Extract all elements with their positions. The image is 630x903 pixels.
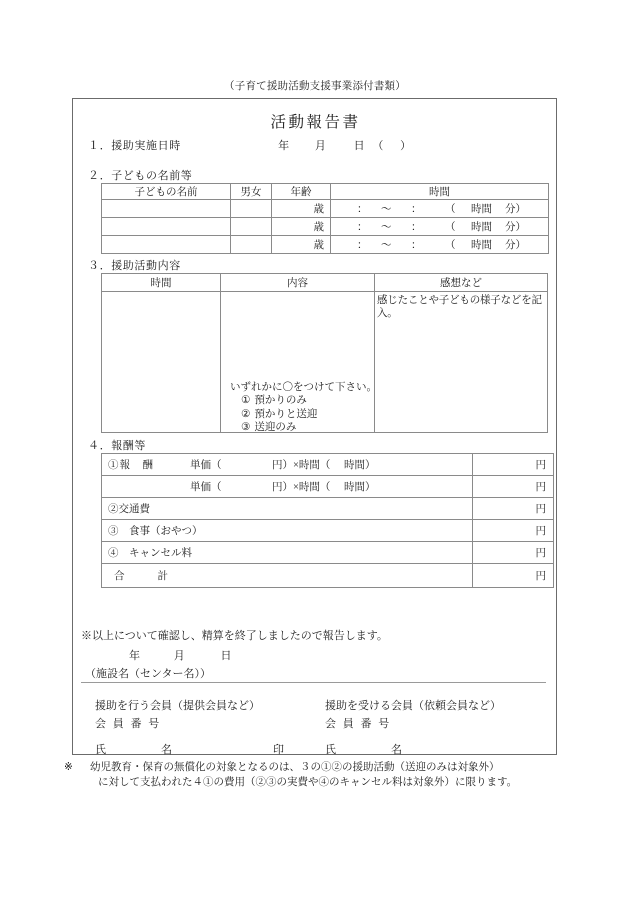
choice-option-1[interactable] (241, 394, 317, 408)
confirmation-year-label: 年 (129, 650, 140, 662)
weekday-paren-close: ） (400, 140, 412, 152)
time-range-fields (331, 237, 548, 252)
child-name-cell[interactable] (102, 236, 231, 254)
section-2-heading: ２．子どもの名前等 (88, 170, 193, 182)
provider-name-label[interactable]: 氏 名 (95, 744, 183, 756)
facility-name-label[interactable]: （施設名（センター名）） (85, 668, 212, 680)
fee-reward-row-2[interactable] (102, 476, 473, 498)
seal-stamp-label[interactable]: 印 (273, 744, 284, 756)
child-age-cell[interactable]: 歳 (272, 200, 331, 218)
duration-hour-label: 時間 (471, 222, 492, 233)
form-inner (73, 99, 558, 756)
activity-content-cell[interactable] (221, 292, 375, 433)
choice-number-1: ① (241, 395, 251, 406)
footnote-line-1: 幼児教育・保育の無償化の対象となるのは、３の①②の援助活動（送迎のみは対象外） (90, 762, 500, 773)
time-tilde: 〜 (381, 222, 392, 233)
choice-option-2[interactable] (241, 408, 317, 422)
activity-impression-cell[interactable] (375, 292, 548, 433)
child-sex-cell[interactable] (231, 200, 272, 218)
duration-minute-label: 分） (505, 204, 526, 215)
footnote-line-2: に対して支払われた４①の費用（②③の実費や④のキャンセル料は対象外）に限ります。 (98, 777, 518, 788)
footnote-mark: ※ (64, 762, 73, 773)
choice-option-3[interactable] (241, 421, 317, 435)
fee-amount-cell-5[interactable]: 円 (473, 542, 554, 564)
time-tilde: 〜 (381, 240, 392, 251)
fee-yen-times-2: 円）×時間（ (272, 482, 331, 493)
impression-hint: 感じたことや子どもの様子などを記入。 (377, 295, 542, 320)
fee-total-row (102, 564, 554, 588)
fee-table (101, 453, 554, 588)
fee-unit-price-open-1: 単価（ (190, 460, 222, 471)
fee-cancel-row[interactable] (102, 542, 473, 564)
fee-reward-row-1[interactable] (102, 454, 473, 476)
duration-paren-open: （ (445, 240, 456, 251)
choice-label-1: 預かりのみ (254, 395, 307, 406)
duration-hour-label: 時間 (471, 240, 492, 251)
fee-amount-cell-3[interactable]: 円 (473, 498, 554, 520)
requester-role-label: 援助を受ける会員（依頼会員など） (325, 700, 501, 712)
provider-member-no-label[interactable]: 会 員 番 号 (95, 718, 162, 730)
table-row (102, 218, 549, 236)
children-table (101, 183, 549, 254)
fee-amount-cell-2[interactable]: 円 (473, 476, 554, 498)
time-range-fields (331, 219, 548, 234)
child-name-cell[interactable] (102, 218, 231, 236)
activity-time-cell[interactable] (102, 292, 221, 433)
time-start-colon: ： (357, 204, 368, 215)
duration-paren-open: （ (445, 222, 456, 233)
fee-meal-label: ③ 食事（おやつ） (108, 526, 203, 537)
fee-unit-price-open-2: 単価（ (190, 482, 222, 493)
fee-transport-row[interactable] (102, 498, 473, 520)
table-row (102, 542, 554, 564)
fee-total-amount-cell[interactable]: 円 (473, 564, 554, 588)
duration-hour-label: 時間 (471, 204, 492, 215)
confirmation-date-fields (129, 647, 232, 663)
column-header-activity-impression: 感想など (375, 274, 548, 292)
confirmation-month-label: 月 (173, 650, 185, 662)
fee-amount-cell-1[interactable]: 円 (473, 454, 554, 476)
child-sex-cell[interactable] (231, 236, 272, 254)
table-row (102, 476, 554, 498)
fee-cancel-label: ④ キャンセル料 (108, 548, 192, 559)
child-sex-cell[interactable] (231, 218, 272, 236)
fee-total-label: 合 計 (114, 571, 172, 582)
time-tilde: 〜 (381, 204, 392, 215)
document-caption: （子育て援助活動支援事業添付書類） (224, 81, 406, 92)
implementation-date-fields (278, 137, 411, 153)
time-start-colon: ： (357, 240, 368, 251)
year-label: 年 (278, 140, 290, 152)
footnote (64, 760, 584, 790)
column-header-age: 年齢 (272, 184, 331, 200)
time-start-colon: ： (357, 222, 368, 233)
time-end-colon: ： (411, 222, 422, 233)
choice-label-2: 預かりと送迎 (254, 408, 318, 420)
section-1-label: １．援助実施日時 (88, 140, 181, 152)
table-row (102, 454, 554, 476)
form-frame (72, 98, 557, 755)
fee-reward-fields-1 (102, 457, 472, 472)
column-header-activity-time: 時間 (102, 274, 221, 292)
duration-minute-label: 分） (505, 222, 526, 233)
confirmation-day-label: 日 (220, 650, 232, 662)
column-header-activity-content: 内容 (221, 274, 375, 292)
fee-hours-close-1: 時間） (344, 460, 376, 471)
child-age-cell[interactable]: 歳 (272, 236, 331, 254)
fee-amount-cell-4[interactable]: 円 (473, 520, 554, 542)
fee-reward-fields-2 (102, 479, 472, 494)
choice-number-3: ③ (241, 422, 251, 433)
table-row (102, 292, 548, 433)
duration-minute-label: 分） (505, 240, 526, 251)
column-header-child-name: 子どもの名前 (102, 184, 231, 200)
fee-meal-row[interactable] (102, 520, 473, 542)
child-time-cell[interactable] (331, 218, 549, 236)
children-table-header-row (102, 184, 549, 200)
fee-total-label-cell (102, 564, 473, 588)
section-1-heading (88, 137, 411, 153)
table-row (102, 200, 549, 218)
child-age-cell[interactable]: 歳 (272, 218, 331, 236)
time-end-colon: ： (411, 204, 422, 215)
column-header-sex: 男女 (231, 184, 272, 200)
facility-divider (81, 682, 546, 683)
table-row (102, 520, 554, 542)
table-row (102, 498, 554, 520)
duration-paren-open: （ (445, 204, 456, 215)
fee-yen-times-1: 円）×時間（ (272, 460, 331, 471)
column-header-time: 時間 (331, 184, 549, 200)
child-time-cell[interactable] (331, 200, 549, 218)
section-4-heading: ４．報酬等 (88, 440, 146, 452)
choice-instruction: いずれかに〇をつけて下さい。 (230, 382, 377, 393)
table-row (102, 236, 549, 254)
child-time-cell[interactable] (331, 236, 549, 254)
choice-label-3: 送迎のみ (254, 422, 297, 433)
section-3-heading: ３．援助活動内容 (88, 260, 181, 272)
provider-role-label: 援助を行う会員（提供会員など） (95, 700, 260, 712)
activity-table (101, 273, 548, 433)
footnote-body (90, 760, 584, 790)
month-label: 月 (314, 140, 326, 152)
time-range-fields (331, 201, 548, 216)
fee-transport-label: ②交通費 (108, 504, 150, 515)
choice-options (241, 394, 317, 435)
fee-hours-close-2: 時間） (344, 482, 376, 493)
time-end-colon: ： (411, 240, 422, 251)
fee-reward-label: ①報 酬 (108, 460, 154, 471)
activity-table-header-row (102, 274, 548, 292)
confirmation-note: ※以上について確認し、精算を終了しましたので報告します。 (81, 630, 388, 642)
choice-number-2: ② (241, 408, 251, 420)
requester-member-no-label[interactable]: 会 員 番 号 (325, 718, 392, 730)
day-label: 日 (353, 140, 365, 152)
activity-choice-block (221, 292, 377, 433)
child-name-cell[interactable] (102, 200, 231, 218)
requester-name-label[interactable]: 氏 名 (325, 744, 413, 756)
weekday-paren-open: （ (372, 140, 384, 152)
page-title: 活動報告書 (270, 114, 361, 131)
